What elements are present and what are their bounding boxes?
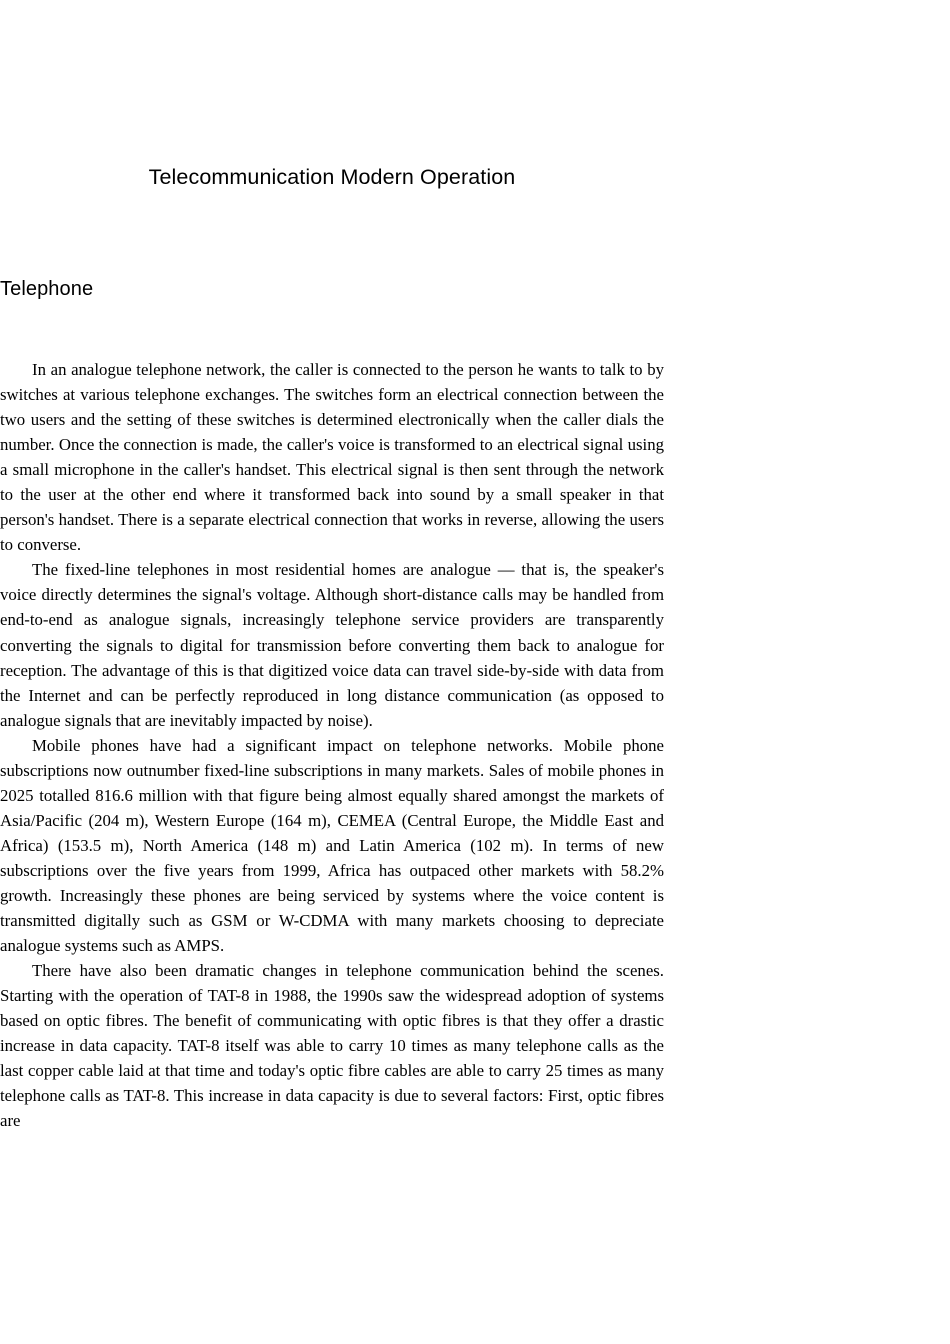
page-title: Telecommunication Modern Operation [148,165,516,189]
paragraph-4: There have also been dramatic changes in telephone communication behind the scenes. Starting with the operation of TAT-8 in 1988, the 1990s saw the widespread adoption of systems based on optic fibres. The benefit of communicating with optic fibres is that they offer a drastic increase in data capacity. TAT-8 itself was able to carry 10 times as many telephone calls as the last copper cable laid at that time and today's optic fibre cables are able to carry 25 times as many telephone calls as TAT-8. This increase in data capacity is due to several factors: First, optic fibres are [0,961,664,1131]
paragraph-1: In an analogue telephone network, the caller is connected to the person he wants to talk to by switches at various telephone exchanges. The switches form an electrical connection between the two users and the setting of these switches is determined electronically when the caller dials the number. Once the connection is made, the caller's voice is transformed to an electrical signal using a small microphone in the caller's handset. This electrical signal is then sent through the network to the user at the other end where it transformed back into sound by a small speaker in that person's handset. There is a separate electrical connection that works in reverse, allowing the users to converse. [0,360,664,555]
body-text-block [0,357,664,1133]
paragraph-3: Mobile phones have had a significant impact on telephone networks. Mobile phone subscriptions now outnumber fixed-line subscriptions in many markets. Sales of mobile phones in 2025 totalled 816.6 million with that figure being almost equally shared amongst the markets of Asia/Pacific (204 m), Western Europe (164 m), CEMEA (Central Europe, the Middle East and Africa) (153.5 m), North America (148 m) and Latin America (102 m). In terms of new subscriptions over the five years from 1999, Africa has outpaced other markets with 58.2% growth. Increasingly these phones are being serviced by systems where the voice content is transmitted digitally such as GSM or W-CDMA with many markets choosing to depreciate analogue systems such as AMPS. [0,735,664,956]
paragraph-2: The fixed-line telephones in most residential homes are analogue — that is, the speaker's voice directly determines the signal's voltage. Although short-distance calls may be handled from end-to-end as analogue signals, increasingly telephone service providers are transparently converting the signals to digital for transmission before converting them back to analogue for reception. The advantage of this is that digitized voice data can travel side-by-side with data from the Internet and can be perfectly reproduced in long distance communication (as opposed to analogue signals that are inevitably impacted by noise). [0,560,664,730]
section-heading-telephone: Telephone [0,278,94,300]
